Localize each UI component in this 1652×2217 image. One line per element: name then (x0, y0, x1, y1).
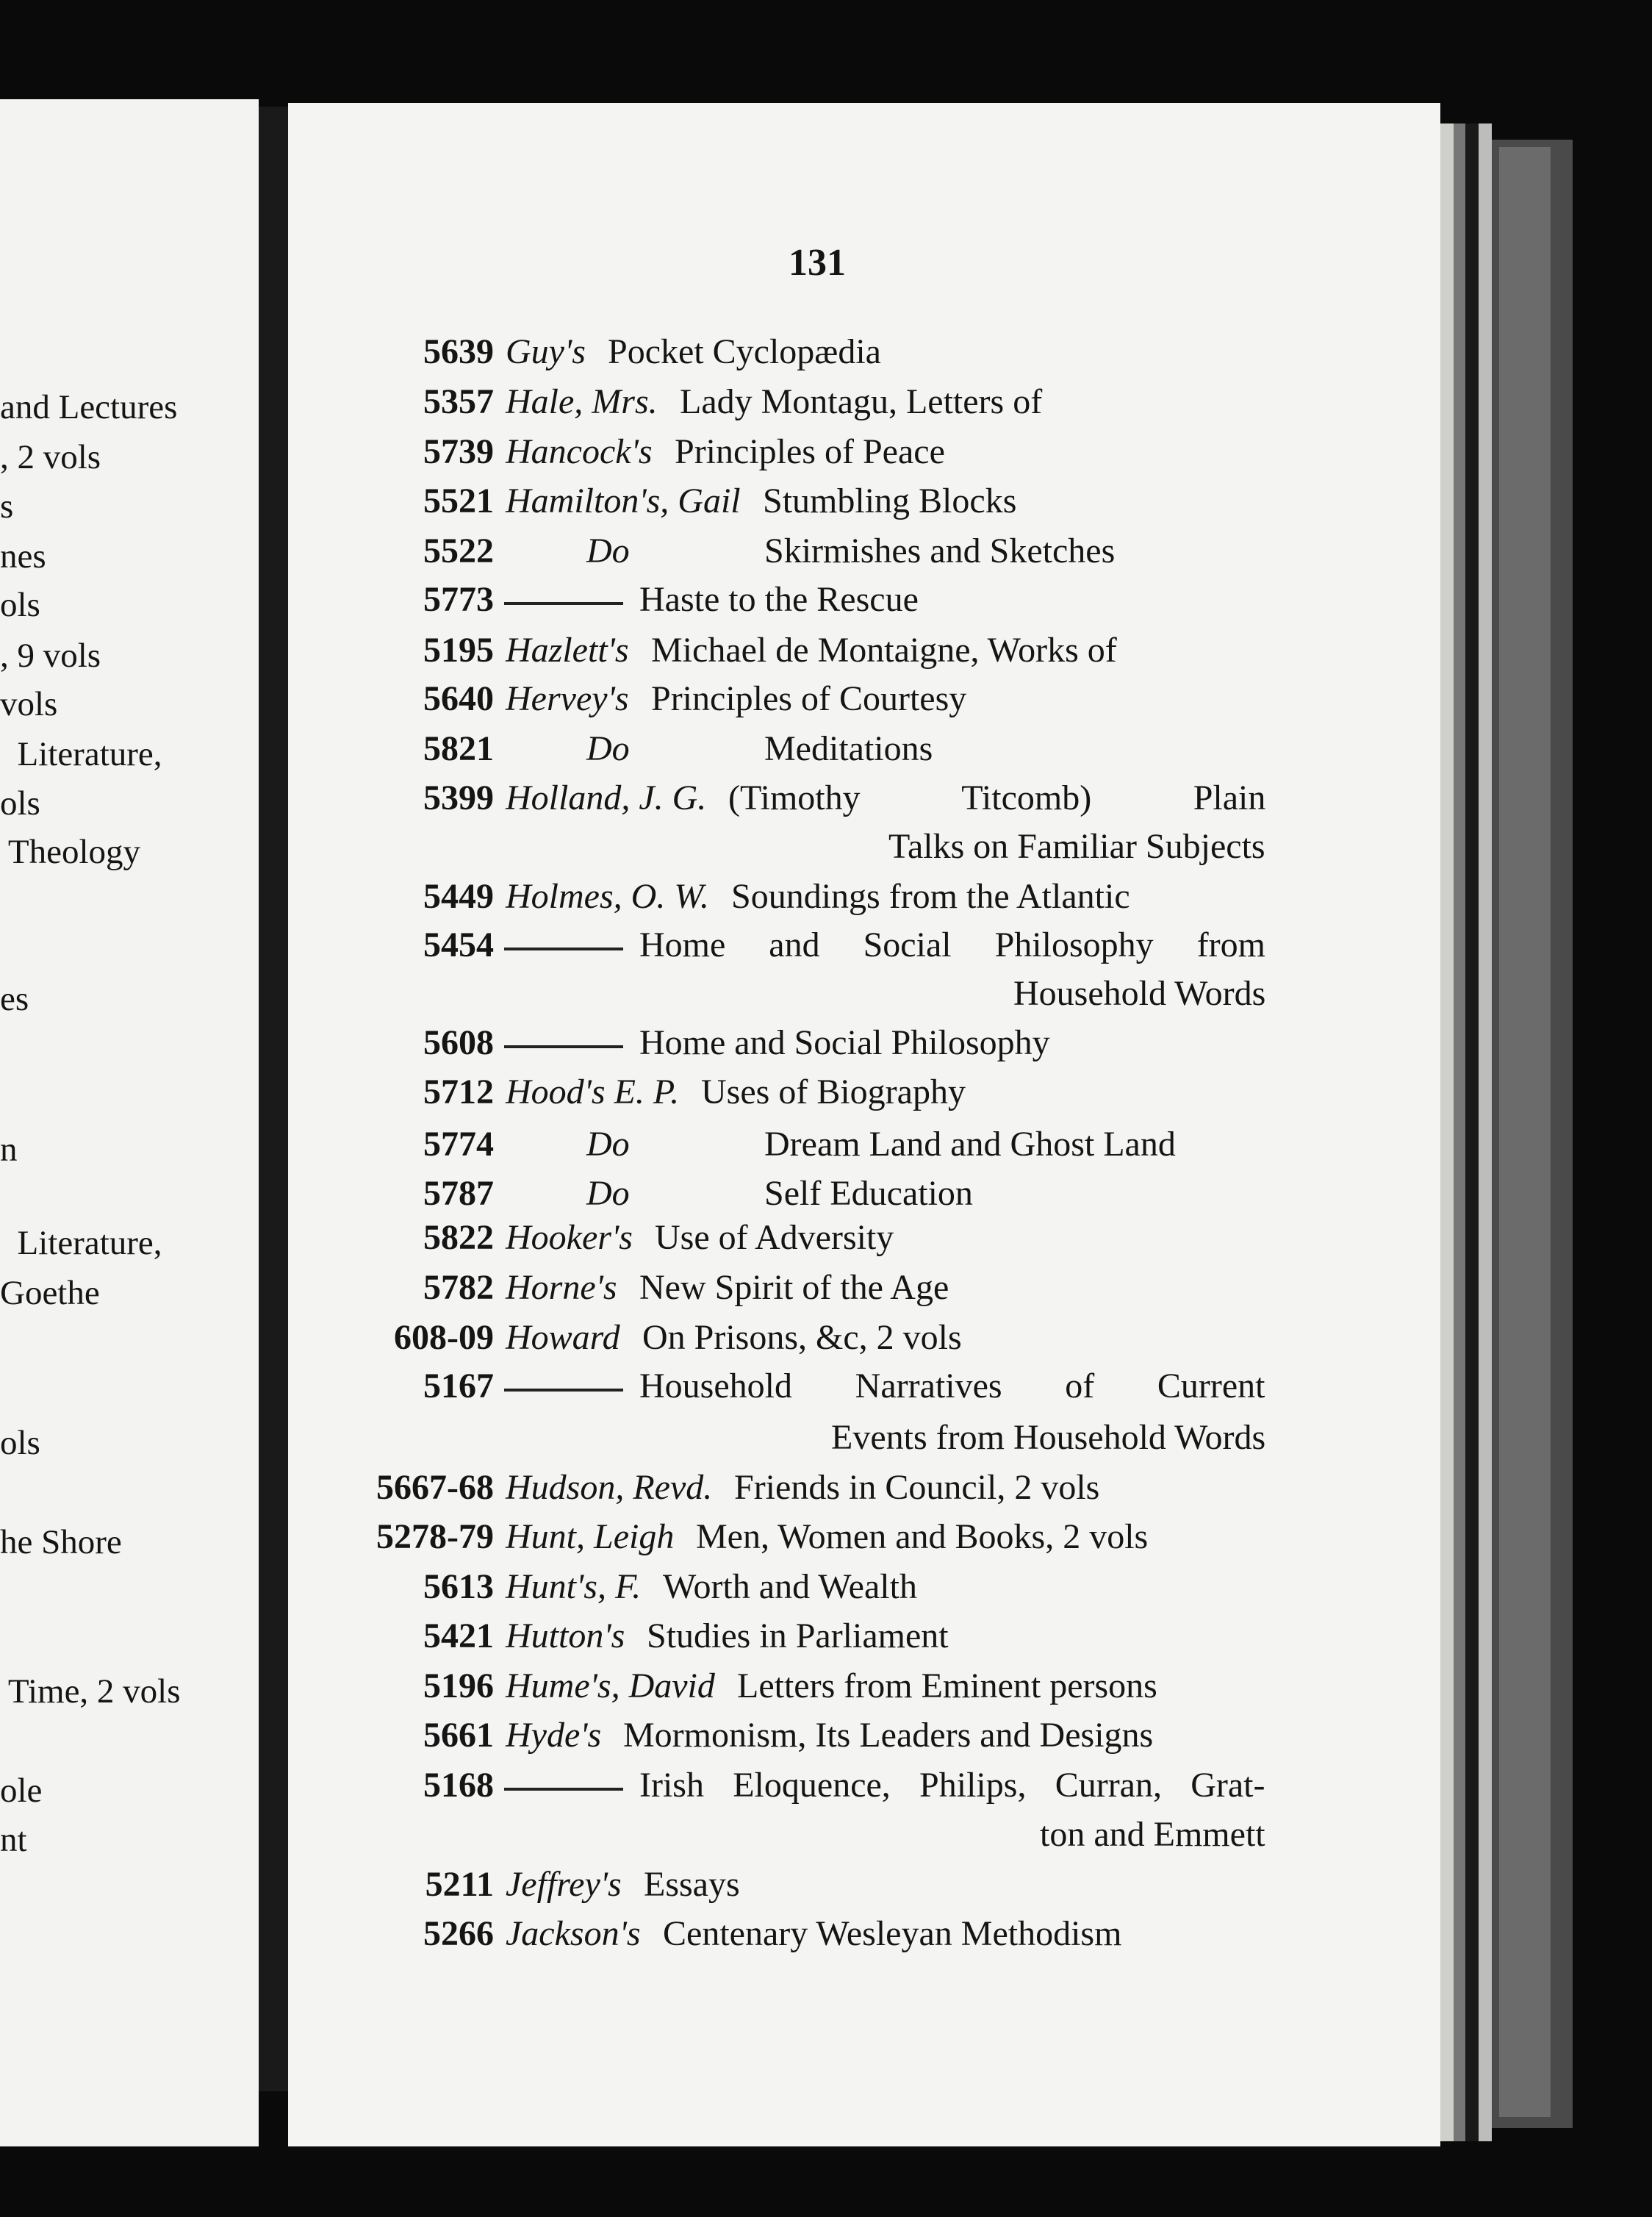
left-page-text-fragment: , 9 vols (0, 637, 101, 675)
entry-title: Letters from Eminent persons (737, 1666, 1157, 1705)
entry-title: Uses of Biography (701, 1072, 966, 1111)
entry-author: Jeffrey's (506, 1865, 622, 1904)
catalog-entry (0, 1666, 1440, 1714)
entry-number: 5167 (423, 1367, 494, 1405)
catalog-entry (0, 879, 1440, 925)
entry-title-continuation (0, 829, 1440, 875)
entry-title: Michael de Montaigne, Works of (651, 631, 1117, 670)
catalog-entry (0, 1320, 1440, 1366)
left-page-text-fragment: ole (0, 1772, 43, 1810)
ditto-dash (504, 1045, 623, 1048)
left-page-text-fragment: and Lectures (0, 388, 178, 426)
left-page-text-fragment: ols (0, 784, 40, 823)
entry-number: 5421 (423, 1616, 494, 1655)
book-cover-edge (1499, 147, 1551, 2117)
entry-author: Hyde's (506, 1716, 602, 1755)
page-edge (1440, 123, 1454, 2141)
entry-title: Haste to the Rescue (639, 580, 919, 619)
catalog-entry (0, 531, 1440, 579)
catalog-entry (0, 1519, 1440, 1565)
entry-title: Use of Adversity (655, 1218, 894, 1257)
continuation-text: Household Words (1013, 974, 1266, 1013)
entry-number: 5195 (423, 631, 494, 670)
catalog-entry (0, 731, 1440, 777)
entry-title: New Spirit of the Age (639, 1268, 949, 1307)
entry-number: 5782 (423, 1268, 494, 1307)
entry-title: Meditations (764, 729, 933, 768)
catalog-entry (0, 778, 1440, 826)
entry-number: 5278-79 (376, 1517, 494, 1556)
catalog-entry (0, 1470, 1440, 1516)
entry-title: Centenary Wesleyan Methodism (663, 1914, 1122, 1953)
entry-number: 5168 (423, 1766, 494, 1805)
entry-author: Howard (506, 1318, 620, 1357)
entry-author: Hancock's (506, 432, 653, 471)
entry-number: 608-09 (394, 1318, 494, 1357)
entry-author: Do (586, 531, 630, 570)
entry-title: Pocket Cyclopædia (608, 332, 881, 371)
left-page-text-fragment: nes (0, 537, 46, 576)
entry-number: 5774 (423, 1125, 494, 1164)
left-page-text-fragment: nt (0, 1821, 27, 1859)
entry-number: 5266 (423, 1914, 494, 1953)
catalog-entry (0, 481, 1440, 529)
entry-number: 5661 (423, 1716, 494, 1755)
entry-number: 5639 (423, 332, 494, 371)
entry-number: 5739 (423, 432, 494, 471)
left-page-text-fragment: Theology (0, 833, 141, 871)
entry-title: Men, Women and Books, 2 vols (696, 1517, 1149, 1556)
entry-author: Hudson, Revd. (506, 1468, 713, 1507)
entry-author: Hutton's (506, 1616, 625, 1655)
left-page-text-fragment: ols (0, 586, 40, 624)
page-edge (1454, 123, 1465, 2141)
entry-number: 5449 (423, 877, 494, 916)
entry-author: Hazlett's (506, 631, 629, 670)
catalog-entry (0, 1127, 1440, 1172)
left-page-text-fragment: , 2 vols (0, 438, 101, 476)
entry-title: Principles of Peace (675, 432, 945, 471)
catalog-entry (0, 334, 1440, 380)
entry-author: Holland, J. G. (506, 778, 707, 817)
left-page-text-fragment: ols (0, 1424, 40, 1462)
entry-author: Jackson's (506, 1914, 641, 1953)
left-page-text-fragment: Time, 2 vols (0, 1672, 181, 1711)
catalog-entry (0, 1768, 1440, 1813)
catalog-entry (0, 434, 1440, 480)
catalog-entry (0, 384, 1440, 430)
entry-title: Dream Land and Ghost Land (764, 1125, 1176, 1164)
entry-title: Lady Montagu, Letters of (680, 382, 1043, 421)
entry-number: 5640 (423, 679, 494, 718)
entry-author: Hunt, Leigh (506, 1517, 675, 1556)
catalog-entry (0, 925, 1440, 973)
entry-title: Principles of Courtesy (651, 679, 967, 718)
entry-number: 5712 (423, 1072, 494, 1111)
entry-number: 5822 (423, 1218, 494, 1257)
page-edge (1465, 123, 1479, 2141)
entry-author: Do (586, 1125, 630, 1164)
entry-number: 5608 (423, 1023, 494, 1062)
entry-title: Worth and Wealth (663, 1567, 917, 1606)
entry-title: Soundings from the Atlantic (731, 877, 1130, 916)
catalog-entry (0, 1867, 1440, 1913)
entry-number: 5613 (423, 1567, 494, 1606)
entry-author: Holmes, O. W. (506, 877, 709, 916)
left-page-text-fragment: Goethe (0, 1274, 100, 1312)
entry-title: Skirmishes and Sketches (764, 531, 1116, 570)
entry-number: 5521 (423, 481, 494, 520)
entry-author: Horne's (506, 1268, 617, 1307)
entry-title: Home and Social Philosophy from (639, 925, 1265, 964)
catalog-entry (0, 1569, 1440, 1615)
entry-number: 5357 (423, 382, 494, 421)
entry-title-continuation (0, 1420, 1440, 1466)
entry-title: Household Narratives of Current (639, 1367, 1265, 1405)
left-page-text-fragment: Literature, (0, 1224, 162, 1262)
catalog-entry (0, 1369, 1440, 1414)
ditto-dash (504, 1389, 623, 1392)
catalog-entry (0, 633, 1440, 678)
entry-title: On Prisons, &c, 2 vols (642, 1318, 962, 1357)
entry-author: Hood's E. P. (506, 1072, 680, 1111)
entry-number: 5399 (423, 778, 494, 817)
entry-author: Hume's, David (506, 1666, 715, 1705)
catalog-entry (0, 1916, 1440, 1962)
catalog-entry (0, 1072, 1440, 1120)
entry-title: Friends in Council, 2 vols (734, 1468, 1100, 1507)
catalog-entry (0, 1616, 1440, 1664)
entry-number: 5522 (423, 531, 494, 570)
entry-title: Stumbling Blocks (763, 481, 1017, 520)
left-page-text-fragment: Literature, (0, 735, 162, 773)
entry-author: Hale, Mrs. (506, 382, 658, 421)
catalog-entry (0, 1176, 1440, 1222)
entry-title-continuation (0, 1817, 1440, 1863)
page-number: 131 (789, 242, 846, 284)
left-page-text-fragment: he Shore (0, 1523, 122, 1561)
entry-title: (Timothy Titcomb) Plain (728, 778, 1266, 817)
entry-number: 5667-68 (376, 1468, 494, 1507)
entry-title: Essays (644, 1865, 740, 1904)
page-edge (1479, 123, 1492, 2141)
continuation-text: Events from Household Words (831, 1418, 1266, 1457)
continuation-text: ton and Emmett (1040, 1815, 1265, 1854)
catalog-entry (0, 1220, 1440, 1266)
entry-number: 5773 (423, 580, 494, 619)
catalog-entry (0, 681, 1440, 727)
entry-author: Hamilton's, Gail (506, 481, 741, 520)
ditto-dash (504, 1788, 623, 1791)
entry-title-continuation (0, 976, 1440, 1022)
catalog-entry (0, 582, 1440, 628)
entry-author: Hervey's (506, 679, 629, 718)
left-page-text-fragment: s (0, 487, 14, 526)
entry-title: Irish Eloquence, Philips, Curran, Grat- (639, 1766, 1265, 1805)
entry-author: Do (586, 729, 630, 768)
catalog-entry (0, 1718, 1440, 1763)
ditto-dash (504, 948, 623, 950)
entry-author: Guy's (506, 332, 586, 371)
entry-title: Self Education (764, 1174, 973, 1213)
entry-title: Home and Social Philosophy (639, 1023, 1050, 1062)
entry-title: Studies in Parliament (647, 1616, 949, 1655)
left-page-text-fragment: n (0, 1131, 18, 1169)
entry-number: 5787 (423, 1174, 494, 1213)
entry-number: 5211 (425, 1865, 494, 1904)
continuation-text: Talks on Familiar Subjects (888, 827, 1265, 866)
entry-author: Hunt's, F. (506, 1567, 642, 1606)
left-page-text-fragment: vols (0, 685, 58, 723)
entry-number: 5454 (423, 925, 494, 964)
entry-author: Do (586, 1174, 630, 1213)
entry-number: 5196 (423, 1666, 494, 1705)
ditto-dash (504, 602, 623, 605)
catalog-entry (0, 1025, 1440, 1071)
entry-author: Hooker's (506, 1218, 633, 1257)
left-page-text-fragment: es (0, 980, 29, 1018)
entry-number: 5821 (423, 729, 494, 768)
catalog-entry (0, 1270, 1440, 1316)
entry-title: Mormonism, Its Leaders and Designs (623, 1716, 1154, 1755)
